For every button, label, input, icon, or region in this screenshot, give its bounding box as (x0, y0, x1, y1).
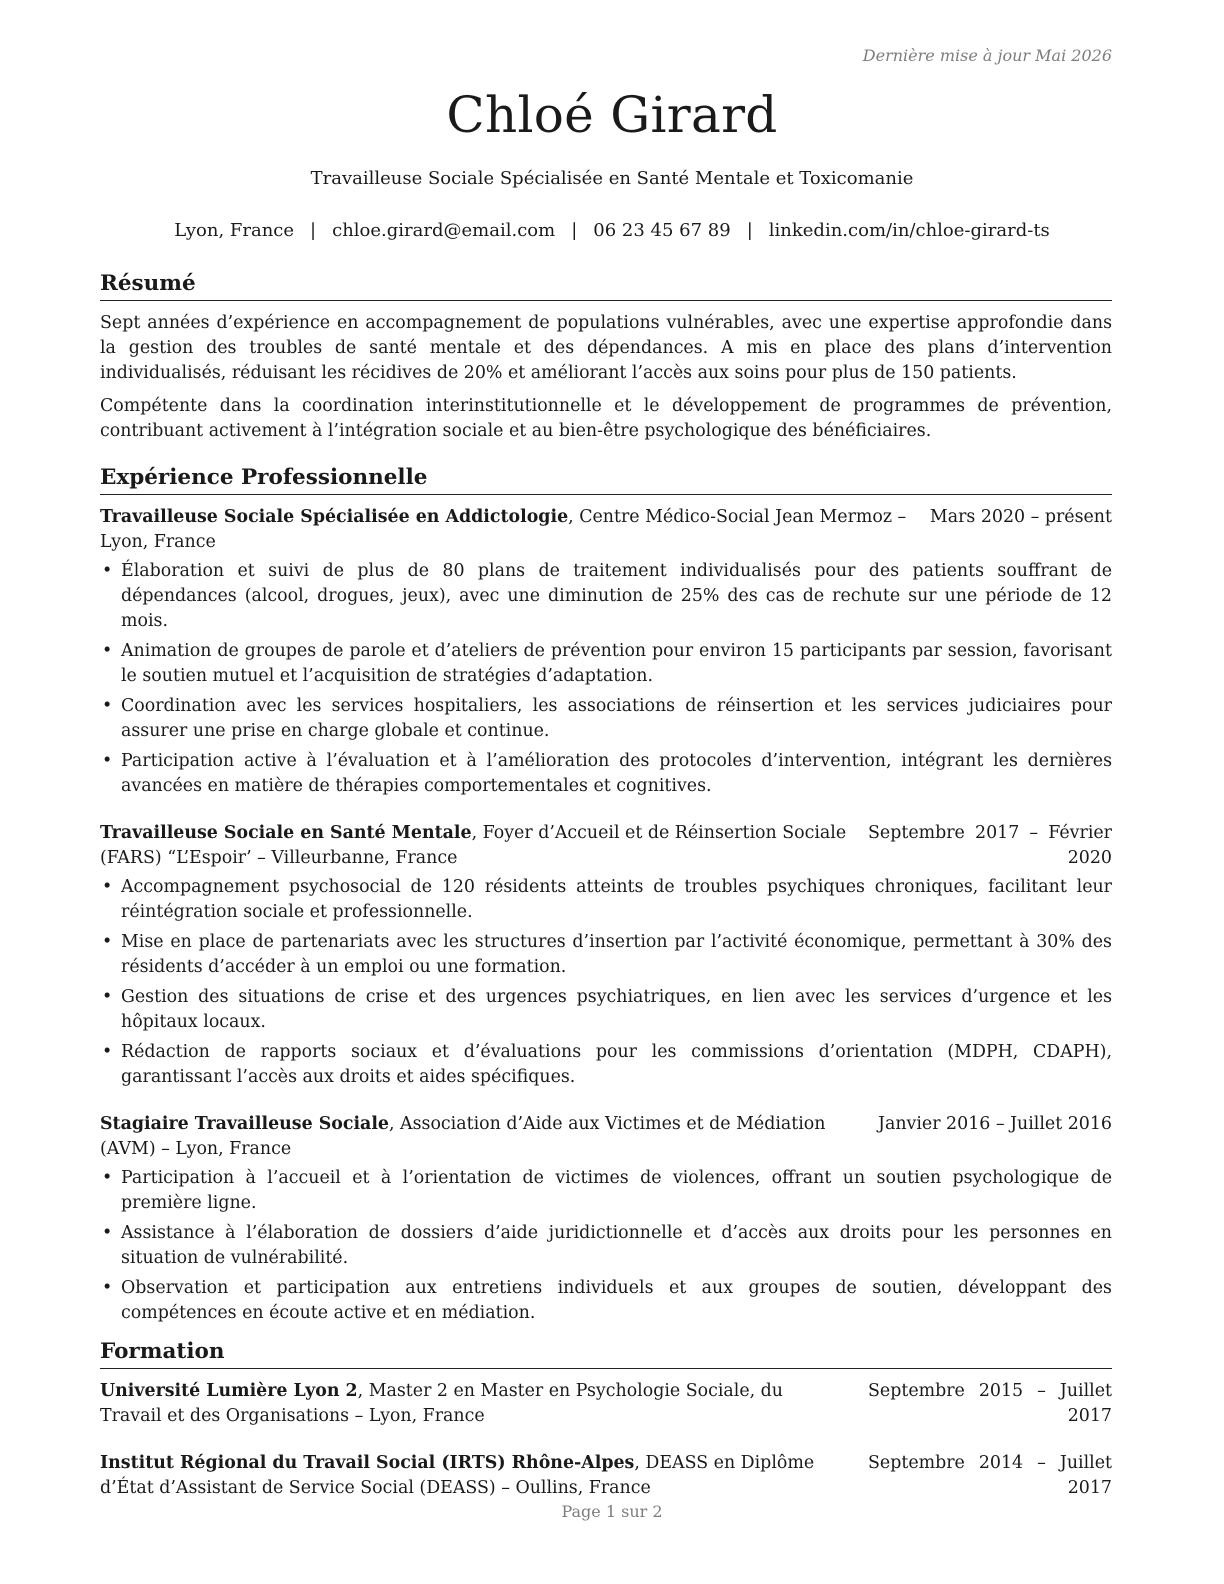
education-school: Institut Régional du Travail Social (IRTS) Rhône-Alpes (100, 1453, 635, 1473)
last-updated: Dernière mise à jour Mai 2026 (862, 46, 1112, 65)
job-entry (100, 821, 1112, 1090)
job-header (100, 821, 1112, 871)
job-organization: , Association d’Aide aux Victimes et de Médiation (AVM) – Lyon, France (100, 1114, 826, 1159)
education-entry (100, 1379, 1112, 1429)
education-entry (100, 1451, 1112, 1501)
education-header (100, 1379, 1112, 1429)
job-organization: , Foyer d’Accueil et de Réinsertion Sociale (FARS) “L’Espoir’ – Villeurbanne, France (100, 823, 847, 868)
page-number: Page 1 sur 2 (561, 1502, 663, 1521)
section-title-education: Formation (100, 1338, 1112, 1369)
list-item: • Participation active à l’évaluation et à l’amélioration des protocoles d’intervention, intégrant les dernières avancées en matière de thérapies comportementales et cognitives. (100, 749, 1112, 799)
contact-separator: | (571, 220, 578, 241)
summary-paragraph: Compétente dans la coordination interinstitutionnelle et le développement de programmes de prévention, contribuant activement à l’intégration sociale et au bien-être psychologique des bénéficiaires. (100, 396, 1112, 441)
contact-linkedin[interactable]: linkedin.com/in/chloe-girard-ts (768, 220, 1050, 241)
job-entry (100, 1112, 1112, 1326)
job-dates: Mars 2020 – présent (929, 507, 1112, 527)
list-item: • Animation de groupes de parole et d’ateliers de prévention pour environ 15 participants par session, favorisant le soutien mutuel et l’acquisition de stratégies d’adaptation. (100, 639, 1112, 689)
education-dates: Septembre 2014 – Juillet 2017 (868, 1453, 1112, 1498)
list-item: • Coordination avec les services hospitaliers, les associations de réinsertion et les services judiciaires pour assurer une prise en charge globale et continue. (100, 694, 1112, 744)
list-item: • Participation à l’accueil et à l’orientation de victimes de violences, offrant un soutien psychologique de première ligne. (100, 1166, 1112, 1216)
list-item: • Élaboration et suivi de plus de 80 plans de traitement individualisés pour des patients souffrant de dépendances (alcool, drogues, jeux), avec une diminution de 25% des cas de rechute sur une période de 12 mois. (100, 559, 1112, 634)
job-header (100, 1112, 1112, 1162)
list-item: • Accompagnement psychosocial de 120 résidents atteints de troubles psychiques chroniques, facilitant leur réintégration sociale et professionnelle. (100, 875, 1112, 925)
section-title-experience: Expérience Professionnelle (100, 464, 1112, 495)
list-item: • Observation et participation aux entretiens individuels et aux groupes de soutien, développant des compétences en écoute active et en médiation. (100, 1276, 1112, 1326)
job-bullets (100, 559, 1112, 799)
job-role: Stagiaire Travailleuse Sociale (100, 1114, 389, 1134)
contact-location: Lyon, France (174, 220, 295, 241)
job-role: Travailleuse Sociale Spécialisée en Addictologie (100, 507, 569, 527)
contact-separator: | (746, 220, 753, 241)
resume-content (100, 270, 1112, 1523)
section-title-summary: Résumé (100, 270, 1112, 301)
list-item: • Gestion des situations de crise et des urgences psychiatriques, en lien avec les services d’urgence et les hôpitaux locaux. (100, 985, 1112, 1035)
job-entry (100, 505, 1112, 799)
education-detail: , DEASS en Diplôme d’État d’Assistant de Service Social (DEASS) – Oullins, France (100, 1453, 815, 1498)
list-item: • Assistance à l’élaboration de dossiers d’aide juridictionnelle et d’accès aux droits pour les personnes en situation de vulnérabilité. (100, 1221, 1112, 1271)
education-school: Université Lumière Lyon 2 (100, 1381, 358, 1401)
contact-email[interactable]: chloe.girard@email.com (332, 220, 556, 241)
job-bullets (100, 875, 1112, 1090)
candidate-name: Chloé Girard (446, 86, 778, 144)
job-dates: Septembre 2017 – Février 2020 (868, 823, 1112, 868)
job-header (100, 505, 1112, 555)
contact-separator: | (310, 220, 317, 241)
education-header (100, 1451, 1112, 1501)
job-organization: , Centre Médico-Social Jean Mermoz – Lyon, France (100, 507, 907, 552)
list-item: • Mise en place de partenariats avec les structures d’insertion par l’activité économique, permettant à 30% des résidents d’accéder à un emploi ou une formation. (100, 930, 1112, 980)
job-dates: Janvier 2016 – Juillet 2016 (878, 1114, 1112, 1134)
contact-line (0, 220, 1224, 241)
job-bullets (100, 1166, 1112, 1326)
education-dates: Septembre 2015 – Juillet 2017 (868, 1381, 1112, 1426)
summary-paragraph: Sept années d’expérience en accompagnement de populations vulnérables, avec une expertise approfondie dans la gestion des troubles de santé mentale et des dépendances. A mis en place des plans d’intervention individualisés, réduisant les récidives de 20% et améliorant l’accès aux soins pour plus de 150 patients. (100, 313, 1112, 383)
job-role: Travailleuse Sociale en Santé Mentale (100, 823, 472, 843)
candidate-title: Travailleuse Sociale Spécialisée en Santé Mentale et Toxicomanie (310, 168, 914, 189)
education-detail: , Master 2 en Master en Psychologie Sociale, du Travail et des Organisations – Lyon, France (100, 1381, 784, 1426)
list-item: • Rédaction de rapports sociaux et d’évaluations pour les commissions d’orientation (MDPH, CDAPH), garantissant l’accès aux droits et aides spécifiques. (100, 1040, 1112, 1090)
contact-phone: 06 23 45 67 89 (593, 220, 731, 241)
